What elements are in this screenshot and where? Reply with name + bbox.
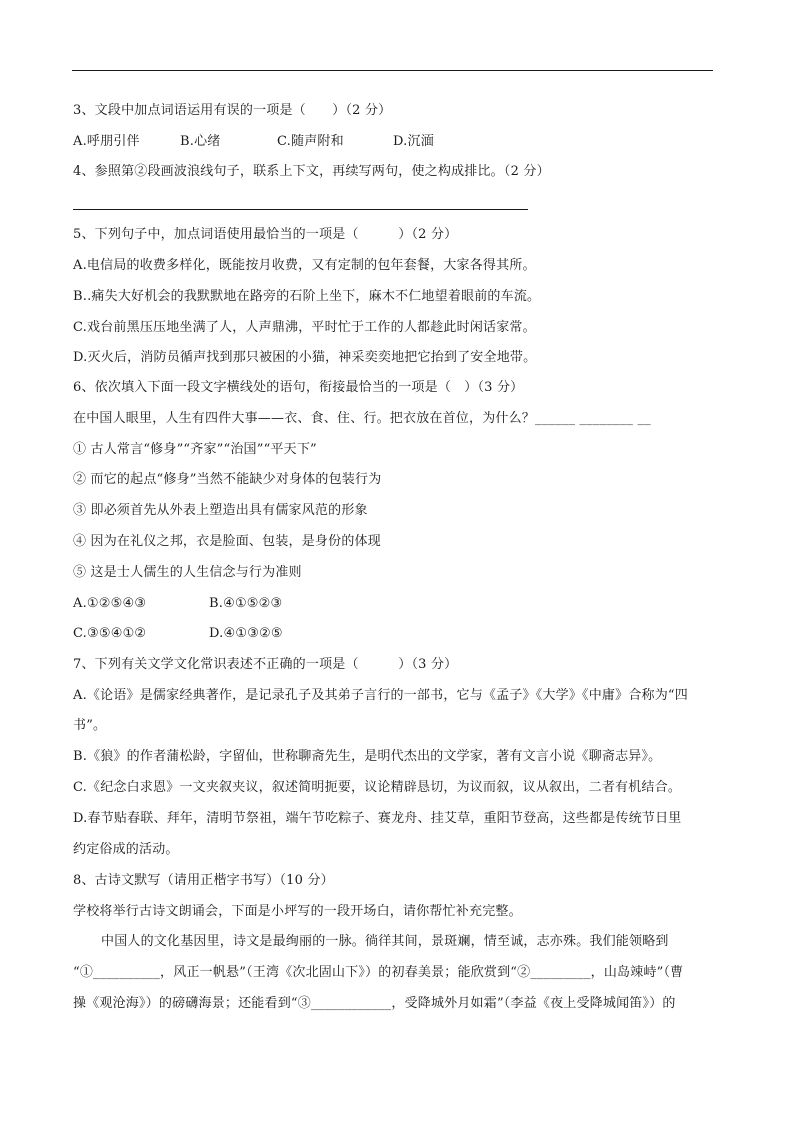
- q6-sentence-2: ② 而它的起点“修身”当然不能缺少对身体的包装行为: [73, 472, 382, 487]
- q6-options-row-1: [73, 594, 713, 614]
- q8-paragraph-line-3: 操《观沧海》）的磅礴海景；还能看到“③____________，受降城外月如霜”（李益《夜上受降城闻笛》）的: [73, 996, 676, 1011]
- q6-option-a: A.①②⑤④③: [73, 596, 147, 611]
- q8-intro: 学校将举行古诗文朗诵会，下面是小坪写的一段开场白，请你帮忙补充完整。: [73, 904, 522, 919]
- q3-option-b: B.心绪: [180, 134, 221, 149]
- q7-option-d-line-2: 约定俗成的活动。: [73, 842, 179, 857]
- q7-option-b: B.《狼》的作者蒲松龄，字留仙，世称聊斋先生，是明代杰出的文学家，著有文言小说《聊斋志异》。: [73, 749, 662, 764]
- q4-stem: 4、参照第②段画波浪线句子，联系上下文，再续写两句，使之构成排比。（2 分）: [73, 164, 550, 179]
- q5-stem: 5、下列句子中，加点词语使用最恰当的一项是（ ）（2 分）: [73, 227, 458, 242]
- q5-option-a: A.电信局的收费多样化，既能按月收费，又有定制的包年套餐，大家各得其所。: [73, 258, 536, 273]
- q5-option-c: C.戏台前黑压压地坐满了人，人声鼎沸，平时忙于工作的人都趁此时闲话家常。: [73, 320, 536, 335]
- q3-stem: 3、文段中加点词语运用有误的一项是（ ）（2 分）: [73, 103, 392, 118]
- q8-paragraph-line-1: 中国人的文化基因里，诗文是最绚丽的一脉。徜徉其间，景斑斓，情至诚，志亦殊。我们能领略到: [101, 934, 669, 949]
- q7-option-a-line-2: 书”。: [73, 718, 107, 733]
- q6-sentence-1: ① 古人常言“修身”“齐家”“治国”“平天下”: [73, 442, 317, 457]
- q6-sentence-3: ③ 即必须首先从外表上塑造出具有儒家风范的形象: [73, 503, 368, 518]
- q6-options-row-2: [73, 624, 713, 644]
- q5-option-d: D.灭火后，消防员循声找到那只被困的小猫，神采奕奕地把它抬到了安全地带。: [73, 350, 537, 365]
- q8-stem: 8、古诗文默写（请用正楷字书写）（10 分）: [73, 873, 334, 888]
- q6-option-b: B.④①⑤②③: [209, 596, 283, 611]
- q6-option-c: C.③⑤④①②: [73, 626, 147, 641]
- header-divider: [72, 70, 713, 71]
- q6-option-d: D.④①③②⑤: [209, 626, 283, 641]
- q3-option-c: C.随声附和: [277, 134, 344, 149]
- q6-sentence-5: ⑤ 这是士人儒生的人生信念与行为准则: [73, 565, 302, 580]
- q3-option-d: D.沉湎: [393, 134, 434, 149]
- q7-option-a-line-1: A.《论语》是儒家经典著作，是记录孔子及其弟子言行的一部书，它与《孟子》《大学》《中庸》合称为“四: [73, 688, 688, 703]
- q6-stem: 6、依次填入下面一段文字横线处的语句，衔接最恰当的一项是（ ）（3 分）: [73, 380, 524, 395]
- q7-stem: 7、下列有关文学文化常识表述不正确的一项是（ ）（3 分）: [73, 657, 458, 672]
- q4-answer-line: [73, 209, 528, 210]
- q7-option-d-line-1: D.春节贴春联、拜年，清明节祭祖，端午节吃粽子、赛龙舟、挂艾草，重阳节登高，这些都是传统节日里: [73, 811, 682, 826]
- q3-option-a: A.呼朋引伴: [73, 134, 140, 149]
- q6-intro: 在中国人眼里，人生有四件大事——衣、食、住、行。把衣放在首位，为什么？______ ________ __: [73, 411, 651, 426]
- q6-sentence-4: ④ 因为在礼仪之邦，衣是脸面、包装，是身份的体现: [73, 534, 381, 549]
- q8-paragraph-line-2: “①__________，风正一帆悬”（王湾《次北固山下》）的初春美景；能欣赏到“②_________，山岛竦峙”（曹: [73, 965, 684, 980]
- q7-option-c: C.《纪念白求恩》一文夹叙夹议，叙述简明扼要，议论精辟恳切，为议而叙，议从叙出，二者有机结合。: [73, 780, 682, 795]
- q5-option-b: B..痛失大好机会的我默默地在路旁的石阶上坐下，麻木不仁地望着眼前的车流。: [73, 289, 541, 304]
- q3-options: [73, 132, 713, 152]
